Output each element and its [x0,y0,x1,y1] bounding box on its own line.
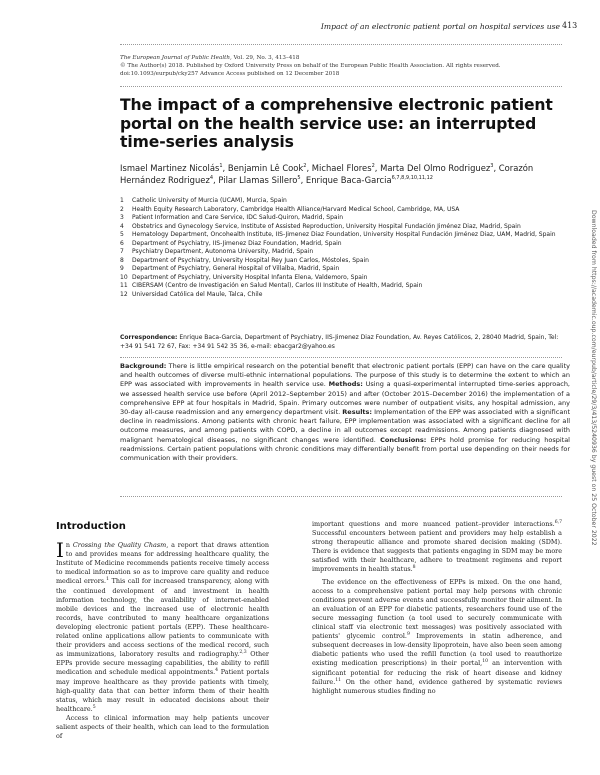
affiliation-text: Hematology Department, Oncohealth Institute, IIS-Jimenez Diaz Foundation, University Hospital Fundación Jiménez Diaz, UAM, Madrid, Spain [132,231,556,238]
author-name: Ismael Martinez Nicolás [120,163,220,173]
author-name: Enrique Baca-Garcia [305,175,392,185]
body-right-column [312,520,562,696]
journal-citation-line [120,54,562,62]
abstract-results-label: Results: [342,408,373,417]
affiliation-item [120,231,570,240]
author-affiliation-marker: 3 [490,163,494,170]
reference-marker: 11 [335,677,342,683]
body-text: important questions and more nuanced patient–provider interactions. [312,520,555,528]
author-affiliation-marker: 6,7,8,9,10,11,12 [391,175,433,182]
affiliation-item [120,265,570,274]
body-left-column [56,522,269,741]
divider-top [120,44,562,45]
right-paragraph-1 [312,520,562,575]
affiliation-number: 7 [120,248,124,255]
affiliation-number: 12 [120,290,128,298]
affiliation-text: Universidad Católica del Maule, Talca, Chile [132,290,263,298]
affiliation-item [120,223,570,232]
reference-marker: 6,7 [554,519,562,525]
affiliation-text: Department of Psychiatry, University Hospital Infanta Elena, Valdemoro, Spain [132,273,368,281]
intro-text: n [65,541,73,550]
abstract [120,362,570,463]
author-name: Michael Flores [311,163,372,173]
affiliation-item [120,240,570,249]
divider-journal [120,86,562,87]
body-text: The evidence on the effectiveness of EPPs is mixed. On the one hand, access to a comprehensive patient portal may help persons with chronic conditions prevent adverse events and successfully monitor their ailment. In an evaluation of an EPP for diabetic patients, researchers found use of the secure messaging function (a tool used to securely communicate with clinical staff via electronic text messages) was positively associated with patients' glycemic control. [312,577,562,641]
divider-abstract-bottom [120,496,562,497]
running-head: Impact of an electronic patient portal on hospital services use [320,22,560,31]
affiliation-item [120,206,570,215]
reference-marker: 9 [406,632,410,637]
author-name: Pilar Llamas Sillero [218,175,298,185]
reference-marker: 10 [482,659,489,665]
author-affiliation-marker: 1 [219,163,223,170]
article-title: The impact of a comprehensive electronic patient portal on the health service use: an interrupted time-series analysis [120,96,553,151]
affiliation-number: 2 [120,205,124,213]
affiliation-text: Psychiatry Department, Autonoma University, Madrid, Spain [132,248,314,255]
affiliation-number: 11 [120,282,128,289]
body-text: Improvements in statin adherence, and subsequent decreases in low-density lipoprotein, have also been seen among diabetic patients who used the refill function (a tool used to reauthorize existing medication prescriptions) in their portal, [312,632,562,668]
section-heading-introduction: Introduction [56,521,126,532]
body-text: On the other hand, evidence gathered by systematic reviews highlight numerous studies finding no [312,677,562,695]
correspondence-label: Correspondence: [120,334,178,341]
affiliation-item [120,257,570,266]
report-title: Crossing the Quality Chasm [72,541,167,550]
correspondence [120,333,570,351]
affiliation-item [120,197,570,206]
affiliation-item [120,214,570,223]
intro-paragraph-2: Access to clinical information may help patients uncover salient aspects of their health, which can lead to the formulation of [56,713,269,741]
affiliation-text: Department of Psychiatry, IIS-Jimenez Diaz Foundation, Madrid, Spain [132,239,342,247]
affiliation-number: 5 [120,231,124,238]
author-list: Ismael Martinez Nicolás$^1$, Benjamin Lê Cook$^2$, Michael Flores$^2$, Marta Del Olmo Rodriguez$^3$, Corazón Hernández Rodriguez$^4$, Pilar Llamas Sillero$^5$, Enrique Baca-Garcia$^{6,7,8,9,10,11,12}$ [120,163,534,185]
affiliation-number: 1 [120,197,124,204]
affiliation-number: 6 [120,239,124,247]
author-name: Corazón Hernández Rodriguez [120,163,534,185]
affiliation-text: Health Equity Research Laboratory, Cambridge Health Alliance/Harvard Medical School, Cambridge, MA, USA [132,205,460,213]
affiliation-item [120,248,570,257]
affiliation-text: Catholic University of Murcia (UCAM), Murcia, Spain [132,197,287,204]
abstract-results: Implementation of the EPP was associated with a significant decline in readmissions. Among patients with chronic heart failure, EPP implementation was associated with a significant decline for all outcome measures, and among patients with COPD, a decline in all outcomes except readmissions. Among patients diagnosed with malignant hematological diseases, no significant changes were identified. [120,408,570,444]
reference-marker: 1 [106,577,110,583]
reference-marker: 8 [412,565,416,571]
affiliation-number: 4 [120,222,124,230]
author-affiliation-marker: 2 [371,163,375,170]
abstract-background-label: Background: [120,362,167,370]
journal-copyright: © The Author(s) 2018. Published by Oxford University Press on behalf of the European Public Health Association. All rights reserved. [120,63,501,69]
download-side-note: Downloaded from https://academic.oup.com/eurpub/article/29/3/413/5240936 by guest on 25 October 2022 [590,210,597,546]
abstract-background: There is little empirical research on the potential benefit that electronic patient portals (EPP) can have on the care quality and health outcomes of diverse multi-ethnic international populations. The purpose of this study is to determine the extent to which an EPP was associated with improvements in health service use. [120,362,570,389]
intro-text: This call for increased transparency, along with the continued development of and investment in health information technology, the availability of internet-enabled mobile devices and the increased use of electronic health records, have contributed to many healthcare organizations developing electronic patient portals (EPP). These healthcare-related online applications allow patients to communicate with their providers and access sections of the medical record, such as immunizations, laboratory results and radiography. [56,577,270,659]
author-name: Benjamin Lê Cook [227,163,304,173]
body-text: Successful encounters between patient and providers may help establish a strong therapeutic alliance and promote shared decision making (SDM). There is evidence that suggests that patients engaging in SDM may be more satisfied with their healthcare, adhere to treatment regimens and report improvements in health status. [312,529,562,574]
page-number: 413 [562,21,578,30]
abstract-conclusions-label: Conclusions: [380,435,427,444]
affiliation-text: Department of Psychiatry, General Hospital of Villalba, Madrid, Spain [132,265,340,272]
reference-marker: 4 [215,668,219,674]
abstract-conclusions: EPPs hold promise for reducing hospital readmissions. Certain patient populations with chronic conditions may differentially benefit from portal use depending on their needs for communication with their providers. [120,435,570,463]
affiliation-item [120,282,570,291]
affiliation-number: 3 [120,214,124,221]
affiliation-number: 9 [120,265,124,272]
affiliation-text: Department of Psychiatry, University Hospital Rey Juan Carlos, Móstoles, Spain [132,256,369,264]
affiliation-item [120,274,570,283]
affiliation-number: 10 [120,273,128,281]
affiliation-text: CIBERSAM (Centro de Investigación en Salud Mental), Carlos III Institute of Health, Madrid, Spain [132,282,423,289]
affiliation-number: 8 [120,256,124,264]
right-paragraph-2 [312,578,562,696]
reference-marker: 5 [92,704,96,710]
affiliation-text: Patient Information and Care Service, IDC Salud-Quiron, Madrid, Spain [132,214,344,221]
intro-text: Other EPPs provide secure messaging capabilities, the ability to refill medication and schedule medical appointments. [56,650,269,677]
author-affiliation-marker: 5 [297,175,301,182]
reference-marker: 2,3 [239,650,247,656]
journal-citation: Vol. 29, No. 3, 413–418 [233,55,300,61]
intro-text: , a report that draws attention to and provides means for addressing healthcare quality, the Institute of Medicine recommends patients receive timely access to medical information so as to improve care quality and reduce medical errors. [56,541,269,586]
journal-name: The European Journal of Public Health, [120,55,232,61]
affiliation-list [120,197,570,299]
abstract-methods: Using a quasi-experimental interrupted time-series approach, we assessed health service use before (April 2012–September 2015) and after (October 2015–December 2016) the implementation of a comprehensive EPP at four hospitals in Madrid, Spain. Primary outcomes were number of outpatient visits, any hospital admission, any 30-day all-cause readmission and any emergency department visit. [120,380,570,417]
correspondence-text: Enrique Baca-Garcia, Department of Psychiatry, IIS-Jimenez Diaz Foundation, Av. Reyes Católicos, 2, 28040 Madrid, Spain, Tel: +34 91 541 72 67, Fax: +34 91 542 35 36, e-mail: ebacgar2@yahoo.es [120,334,559,350]
intro-paragraph-1 [56,538,270,714]
author-name: Marta Del Olmo Rodriguez [380,163,491,173]
drop-cap: I [56,538,64,563]
affiliation-text: Obstetrics and Gynecology Service, Institute of Assisted Reproduction, University Hospital Fundación Jiménez Diaz, Madrid, Spain [132,222,521,230]
divider-abstract-top [120,357,562,358]
journal-doi: doi:10.1093/eurpub/cky257 Advance Access published on 12 December 2018 [120,71,340,77]
intro-text: Patient portals may improve healthcare as they provide patients with timely, high-quality data that can better inform them of their health status, which may result in educated decisions about their healthcare. [56,668,269,713]
affiliation-item [120,291,570,300]
author-affiliation-marker: 2 [303,163,307,170]
journal-info [120,54,562,78]
body-text: an intervention with significant potential for reducing the risk of heart disease and kidney failure. [312,659,562,686]
abstract-methods-label: Methods: [328,380,363,389]
author-affiliation-marker: 4 [209,175,214,182]
